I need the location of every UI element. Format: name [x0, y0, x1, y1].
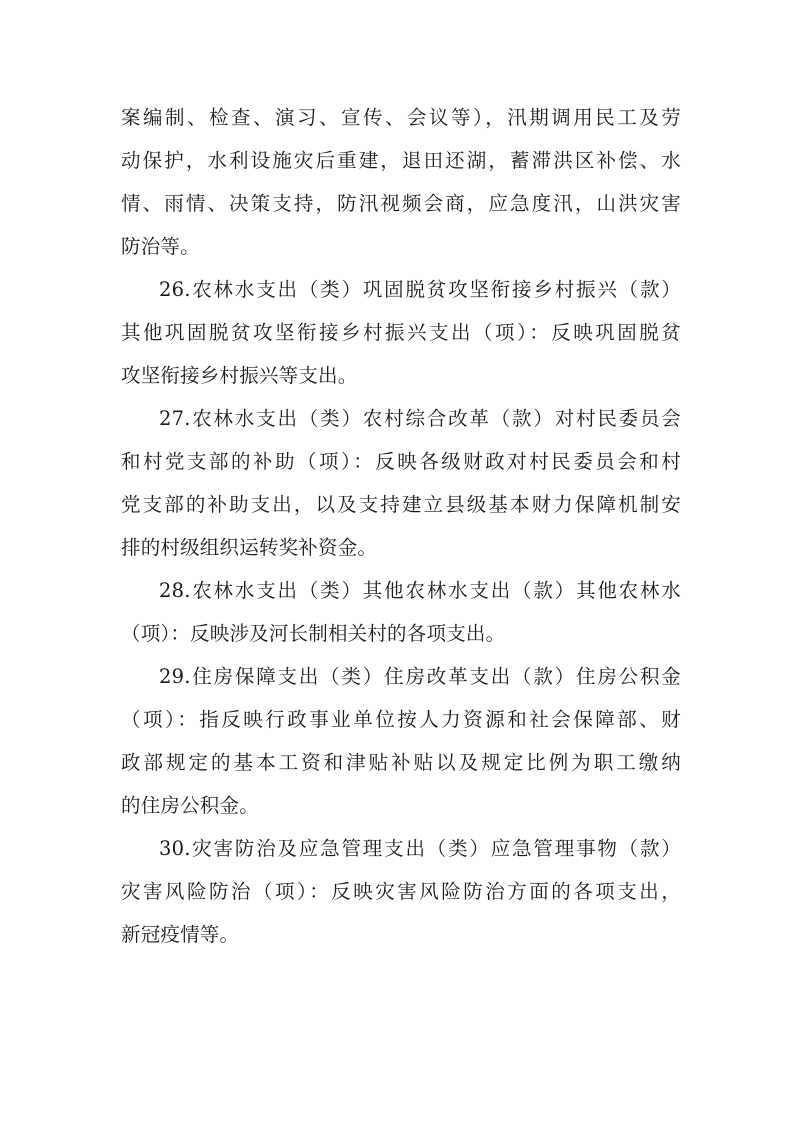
paragraph-27-line-3: 党支部的补助支出，以及支持建立县级基本财力保障机制安 [121, 493, 681, 516]
paragraph-25-line-1: 案编制、检查、演习、宣传、会议等），汛期调用民工及劳 [121, 106, 681, 129]
paragraph-29-line-1: 29.住房保障支出（类）住房改革支出（款）住房公积金 [159, 665, 681, 688]
paragraph-27-line-4: 排的村级组织运转奖补资金。 [121, 536, 378, 559]
paragraph-27-line-2: 和村党支部的补助（项）：反映各级财政对村民委员会和村 [121, 450, 681, 473]
paragraph-30-line-1: 30.灾害防治及应急管理支出（类）应急管理事物（款） [159, 837, 681, 860]
paragraph-29-line-2: （项）：指反映行政事业单位按人力资源和社会保障部、财 [121, 708, 681, 731]
paragraph-25-line-4: 防治等。 [121, 235, 200, 258]
paragraph-29-line-3: 政部规定的基本工资和津贴补贴以及规定比例为职工缴纳 [121, 751, 681, 774]
paragraph-27-line-1: 27.农林水支出（类）农村综合改革（款）对村民委员会 [159, 407, 681, 430]
paragraph-28-line-2: （项）：反映涉及河长制相关村的各项支出。 [121, 622, 506, 645]
paragraph-29-line-4: 的住房公积金。 [121, 794, 259, 817]
paragraph-26-line-3: 攻坚衔接乡村振兴等支出。 [121, 364, 358, 387]
paragraph-25-line-2: 动保护，水利设施灾后重建，退田还湖，蓄滞洪区补偿、水 [121, 149, 681, 172]
paragraph-30-line-3: 新冠疫情等。 [121, 923, 240, 946]
paragraph-30-line-2: 灾害风险防治（项）：反映灾害风险防治方面的各项支出， [121, 880, 681, 903]
paragraph-25-line-3: 情、雨情、决策支持，防汛视频会商，应急度汛，山洪灾害 [121, 192, 681, 215]
paragraph-26-line-2: 其他巩固脱贫攻坚衔接乡村振兴支出（项）：反映巩固脱贫 [121, 321, 681, 344]
paragraph-26-line-1: 26.农林水支出（类）巩固脱贫攻坚衔接乡村振兴（款） [159, 278, 681, 301]
paragraph-28-line-1: 28.农林水支出（类）其他农林水支出（款）其他农林水 [159, 579, 681, 602]
